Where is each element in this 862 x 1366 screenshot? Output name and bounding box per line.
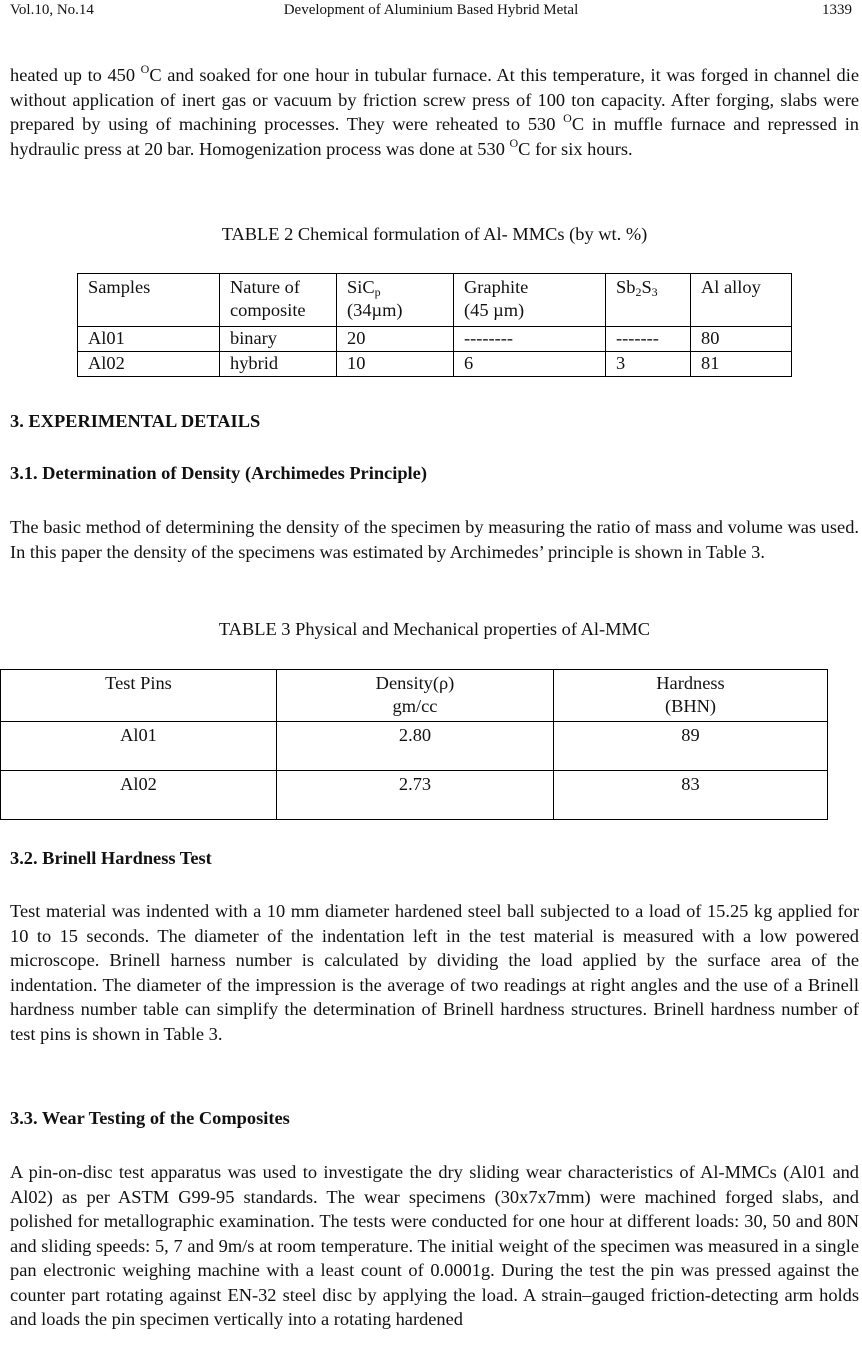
cell: Al02 (1, 771, 277, 820)
paragraph-wear: A pin-on-disc test apparatus was used to investigate the dry sliding wear characteristics of Al-MMCs (Al01 and Al02) as per ASTM G99-95 standards. The wear specimens (30x7x7mm) were machined forged slabs, and polished for metallographic examination. The tests were conducted for one hour at different loads: 30, 50 and 80N and sliding speeds: 5, 7 and 9m/s at room temperature. The initial weight of the specimen was measured in a single pan electronic weighing machine with a least count of 0.0001g. During the test the pin was pressed against the counter part rotating against EN-32 steel disc by applying the load. A strain–gauged friction-detecting arm holds and loads the pin specimen vertically into a rotating hardened (10, 1162, 859, 1329)
cell: 3 (606, 352, 691, 377)
paragraph-forging: heated up to 450 $^O$C and soaked for one hour in tubular furnace. At this temperature, it was forged in channel die without application of inert gas or vacuum by friction screw press of 100 ton capacity. After forging, slabs were prepared by using of machining processes. They were reheated to 530 $^O$C in muffle furnace and repressed in hydraulic press at 20 bar. Homogenization process was done at 530 $^O$C for six hours. (10, 62, 859, 159)
header-al-alloy: Al alloy (691, 274, 792, 327)
cell: 80 (691, 327, 792, 352)
cell: 89 (554, 722, 828, 771)
cell: Al01 (1, 722, 277, 771)
paragraph-brinell: Test material was indented with a 10 mm diameter hardened steel ball subjected to a load of 15.25 kg applied for 10 to 15 seconds. The diameter of the indentation left in the test material is measured with a low powered microscope. Brinell harness number is calculated by dividing the load applied by the surface area of the indentation. The diameter of the impression is the average of two readings at right angles and the use of a Brinell hardness number table can simplify the determination of Brinell hardness structures. Brinell hardness number of test pins is shown in Table 3. (10, 901, 859, 1044)
header-samples: Samples (78, 274, 220, 327)
cell: -------- (454, 327, 606, 352)
cell: ------- (606, 327, 691, 352)
cell: 10 (337, 352, 454, 377)
section-heading-wear: 3.3. Wear Testing of the Composites (10, 1108, 290, 1128)
header-nature: Nature of composite (220, 274, 337, 327)
running-header (10, 0, 852, 20)
cell: 2.73 (277, 771, 554, 820)
cell: 83 (554, 771, 828, 820)
header-test-pins: Test Pins (1, 670, 277, 722)
table-header-row (1, 670, 828, 722)
table-row (1, 722, 828, 771)
table-header-row (78, 274, 792, 327)
table3-properties (0, 669, 828, 820)
cell: 2.80 (277, 722, 554, 771)
cell: Al02 (78, 352, 220, 377)
section-heading-experimental: 3. EXPERIMENTAL DETAILS (10, 411, 261, 431)
header-hardness: Hardness (BHN) (554, 670, 828, 722)
table-row (78, 327, 792, 352)
page-number: 1339 (822, 2, 852, 18)
header-sb2s3: $Sb_2S_3$ (606, 274, 691, 327)
table2-chemical-formulation (77, 273, 792, 377)
section-heading-brinell: 3.2. Brinell Hardness Test (10, 848, 212, 868)
header-sic: SiC$_p$ (34µm) (337, 274, 454, 327)
cell: 6 (454, 352, 606, 377)
volume-label: Vol.10, No.14 (10, 2, 94, 18)
paragraph-density: The basic method of determining the density of the specimen by measuring the ratio of mass and volume was used. In this paper the density of the specimens was estimated by Archimedes’ principle is shown in Table 3. (10, 517, 859, 562)
header-graphite: Graphite (45 µm) (454, 274, 606, 327)
cell: hybrid (220, 352, 337, 377)
cell: 81 (691, 352, 792, 377)
table-row (1, 771, 828, 820)
table3-caption: TABLE 3 Physical and Mechanical properties of Al-MMC (218, 619, 651, 639)
cell: 20 (337, 327, 454, 352)
cell: binary (220, 327, 337, 352)
running-title: Development of Aluminium Based Hybrid Metal (283, 2, 579, 18)
section-heading-density: 3.1. Determination of Density (Archimedes Principle) (10, 463, 427, 483)
header-density: Density(ρ) gm/cc (277, 670, 554, 722)
cell: Al01 (78, 327, 220, 352)
table2-caption: TABLE 2 Chemical formulation of Al- MMCs (by wt. %) (221, 224, 648, 244)
table-row (78, 352, 792, 377)
